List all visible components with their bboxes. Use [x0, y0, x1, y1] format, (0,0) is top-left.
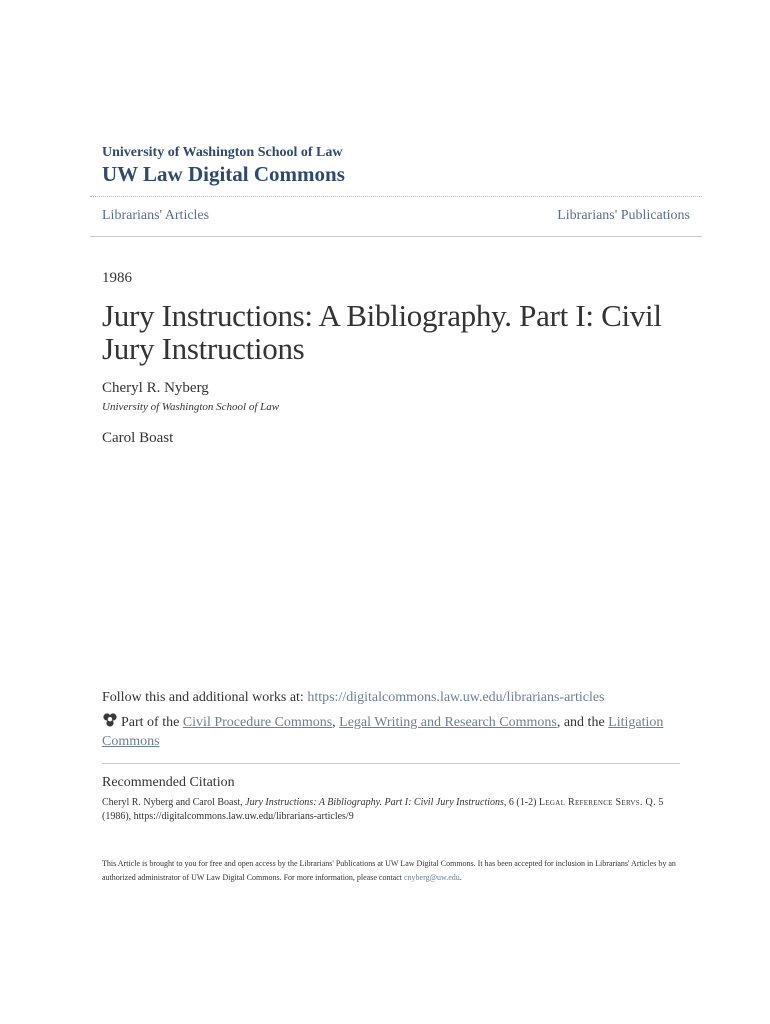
- separator: , and the: [556, 715, 609, 730]
- part-of-prefix: Part of the: [121, 715, 183, 730]
- follow-line: [102, 690, 605, 706]
- commons-network-icon: [102, 712, 118, 728]
- institution-name: University of Washington School of Law: [102, 145, 343, 160]
- article-title: Jury Instructions: A Bibliography. Part I: Civil Jury Instructions: [102, 298, 662, 366]
- author-affiliation: University of Washington School of Law: [102, 401, 280, 413]
- legal-writing-commons-link[interactable]: Legal Writing and Research Commons: [339, 715, 557, 730]
- citation-heading: Recommended Citation: [102, 775, 235, 790]
- breadcrumb-divider: [90, 236, 702, 237]
- header-divider: [90, 196, 702, 197]
- collection-link[interactable]: https://digitalcommons.law.uw.edu/librarians-articles: [307, 690, 605, 705]
- contact-email-link[interactable]: cnyberg@uw.edu: [404, 873, 460, 882]
- notice-end: .: [459, 873, 462, 882]
- part-of-line: [102, 712, 682, 751]
- citation-title: Jury Instructions: A Bibliography. Part I: Civil Jury Instructions: [245, 797, 504, 808]
- separator: ,: [332, 715, 340, 730]
- citation-authors: Cheryl R. Nyberg and Carol Boast,: [102, 797, 246, 808]
- citation-volume: , 6 (1-2): [503, 797, 539, 808]
- follow-prefix: Follow this and additional works at:: [102, 690, 308, 705]
- citation-rest: 5 (1986), https://digitalcommons.law.uw.edu/librarians-articles/9: [102, 797, 664, 822]
- citation-divider: [102, 763, 680, 764]
- access-notice: [102, 857, 682, 885]
- publication-year: 1986: [102, 270, 132, 286]
- citation-journal: Legal Reference Servs. Q.: [538, 797, 656, 808]
- notice-text: This Article is brought to you for free and open access by the Librarians' Publications at UW Law Digital Commons. It has been accepted for inclusion in Librarians' Articles by an authorized administrator of UW Law Digital Commons. For more information, please contact: [102, 859, 676, 882]
- civil-procedure-commons-link[interactable]: Civil Procedure Commons: [182, 715, 333, 730]
- repository-name[interactable]: UW Law Digital Commons: [102, 162, 345, 186]
- author-name: Cheryl R. Nyberg: [102, 380, 209, 396]
- author-name: Carol Boast: [102, 430, 174, 446]
- breadcrumb-librarians-publications[interactable]: Librarians' Publications: [557, 208, 690, 223]
- litigation-commons-link[interactable]: Litigation Commons: [102, 715, 664, 749]
- breadcrumb-librarians-articles[interactable]: Librarians' Articles: [102, 208, 210, 223]
- citation-text: [102, 796, 672, 824]
